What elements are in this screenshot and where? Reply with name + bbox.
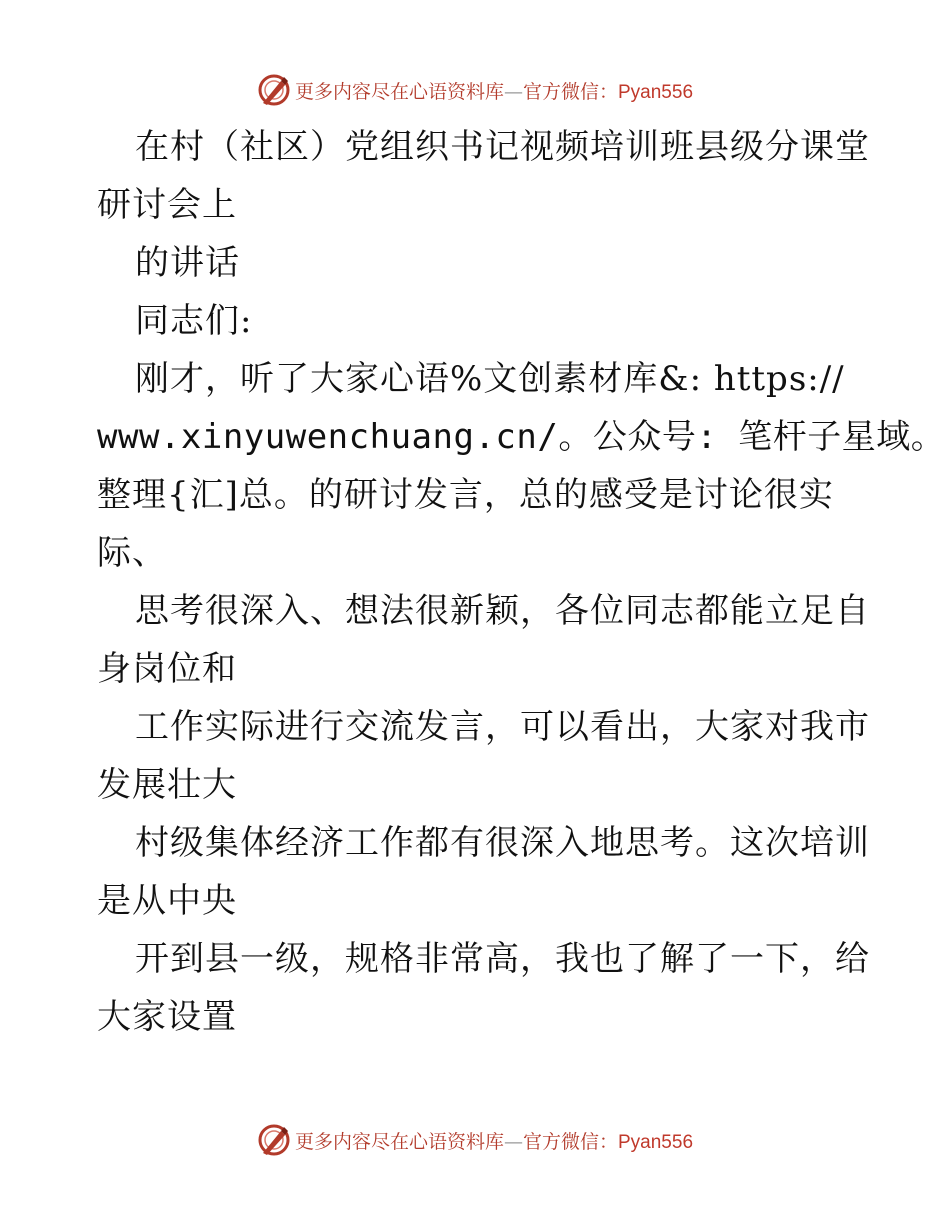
pen-logo-icon [257, 73, 291, 107]
pen-logo-icon [257, 1123, 291, 1157]
paragraph-line [97, 408, 946, 466]
banner-promo-text: 更多内容尽在心语资料库 [294, 1130, 504, 1153]
salutation: 同志们: [135, 301, 253, 341]
document-title-line-2: 研讨会上 [97, 185, 237, 225]
paragraph-line: 际、 [97, 533, 167, 573]
paragraph-line-text: www.xinyuwenchuang.cn/。公众号: 笔杆子星域。 [97, 417, 946, 457]
paragraph-line: 开到县一级，规格非常高，我也了解了一下，给 [135, 939, 870, 979]
banner-promo-text: 更多内容尽在心语资料库 [294, 80, 504, 103]
paragraph-line: 身岗位和 [97, 649, 237, 689]
paragraph-line: 村级集体经济工作都有很深入地思考。这次培训 [135, 823, 870, 863]
paragraph-line: 工作实际进行交流发言，可以看出，大家对我市 [135, 707, 870, 747]
banner-wechat-id: Pyan556 [618, 1131, 694, 1153]
banner-wechat-id: Pyan556 [618, 81, 694, 103]
banner-separator: — [503, 80, 523, 103]
banner-wechat-label: 官方微信： [522, 1130, 618, 1153]
document-title-line-3: 的讲话 [135, 243, 240, 283]
header-banner [0, 70, 950, 110]
document-title-line-1: 在村（社区）党组织书记视频培训班县级分课堂 [135, 127, 870, 167]
document-body [97, 118, 946, 1046]
paragraph-line: 发展壮大 [97, 765, 237, 805]
footer-banner [0, 1120, 950, 1160]
paragraph-line: 思考很深入、想法很新颖，各位同志都能立足自 [135, 591, 870, 631]
paragraph-line: 是从中央 [97, 881, 237, 921]
paragraph-line: 大家设置 [97, 997, 237, 1037]
banner-wechat-label: 官方微信： [522, 80, 618, 103]
paragraph-line: 刚才，听了大家心语%文创素材库&: https:// [135, 359, 845, 399]
paragraph-line: 整理{汇]总。的研讨发言，总的感受是讨论很实 [97, 475, 834, 515]
banner-separator: — [503, 1130, 523, 1153]
